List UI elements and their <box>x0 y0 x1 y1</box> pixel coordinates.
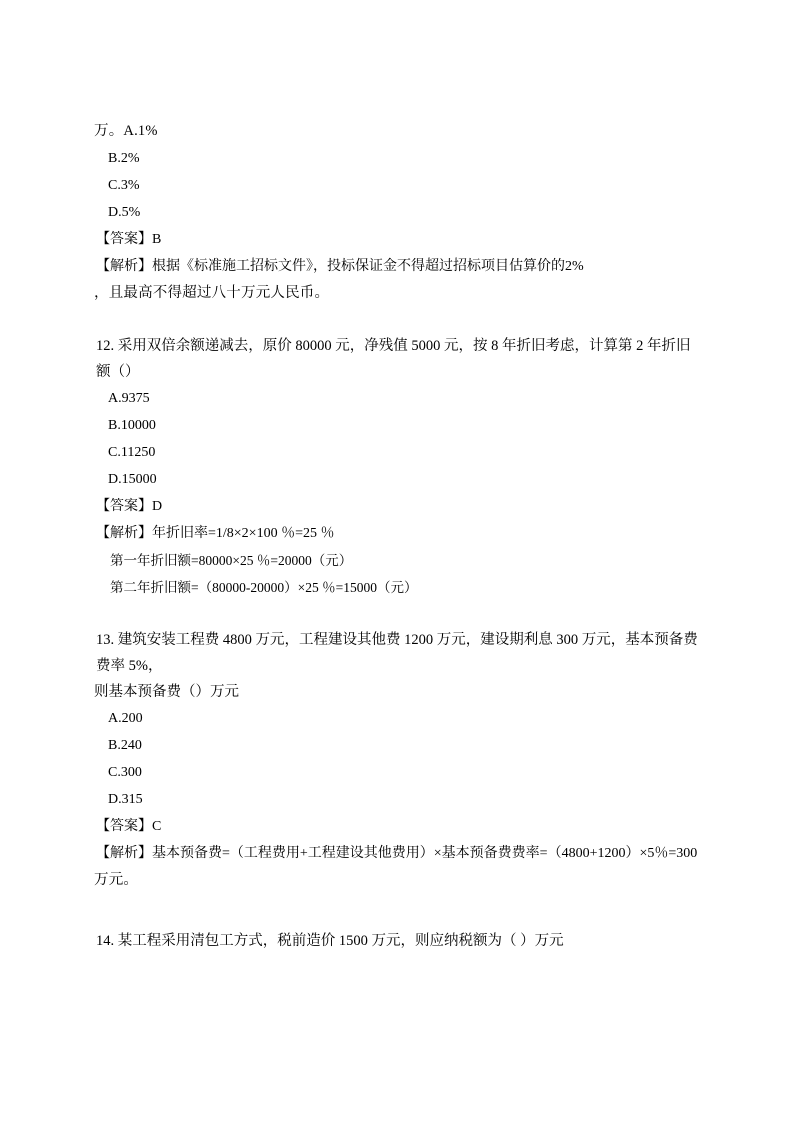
spacer <box>94 894 704 928</box>
q12-option-a: A.9375 <box>108 391 150 406</box>
option-c: C.3% <box>108 178 140 193</box>
q12-explanation: 【解析】年折旧率=1/8×2×100 ％=25 ％ <box>96 526 335 541</box>
q13-explanation: 【解析】基本预备费=（工程费用+工程建设其他费用）×基本预备费费率=（4800+1200）×5％=300 <box>96 846 698 861</box>
question-13-continued: 则基本预备费（）万元 <box>94 684 239 700</box>
q12-option-b: B.10000 <box>108 418 156 433</box>
q12-explanation-step-1: 第一年折旧额=80000×25 ％=20000（元） <box>110 553 353 568</box>
q13-answer: 【答案】C <box>96 819 162 834</box>
document-body <box>94 118 704 954</box>
question-14: 14. 某工程采用清包工方式，税前造价 1500 万元，则应纳税额为（ ）万元 <box>96 933 564 949</box>
spacer <box>94 601 704 627</box>
text-line: 万。A.1% <box>94 123 158 139</box>
q13-option-c: C.300 <box>108 765 142 780</box>
q13-option-a: A.200 <box>108 711 143 726</box>
q12-explanation-step-2: 第二年折旧额=（80000-20000）×25 ％=15000（元） <box>110 580 418 595</box>
q13-explanation-continued: 万元。 <box>94 872 139 888</box>
q12-answer: 【答案】D <box>96 499 163 514</box>
q13-option-b: B.240 <box>108 738 142 753</box>
spacer <box>94 307 704 333</box>
answer-line: 【答案】B <box>96 232 162 247</box>
question-13: 13. 建筑安装工程费 4800 万元，工程建设其他费 1200 万元，建设期利息 300 万元，基本预备费费率 5%， <box>96 632 698 674</box>
option-b: B.2% <box>108 151 140 166</box>
q13-option-d: D.315 <box>108 792 143 807</box>
explanation-line: 【解析】根据《标准施工招标文件》，投标保证金不得超过招标项目估算价的2% <box>96 259 584 274</box>
option-d: D.5% <box>108 205 141 220</box>
explanation-continued: ，且最高不得超过八十万元人民币。 <box>94 285 330 301</box>
question-12: 12. 采用双倍余额递减去，原价 80000 元，净残值 5000 元，按 8 年折旧考虑，计算第 2 年折旧额（） <box>96 338 691 380</box>
q12-option-d: D.15000 <box>108 472 157 487</box>
q12-option-c: C.11250 <box>108 445 156 460</box>
